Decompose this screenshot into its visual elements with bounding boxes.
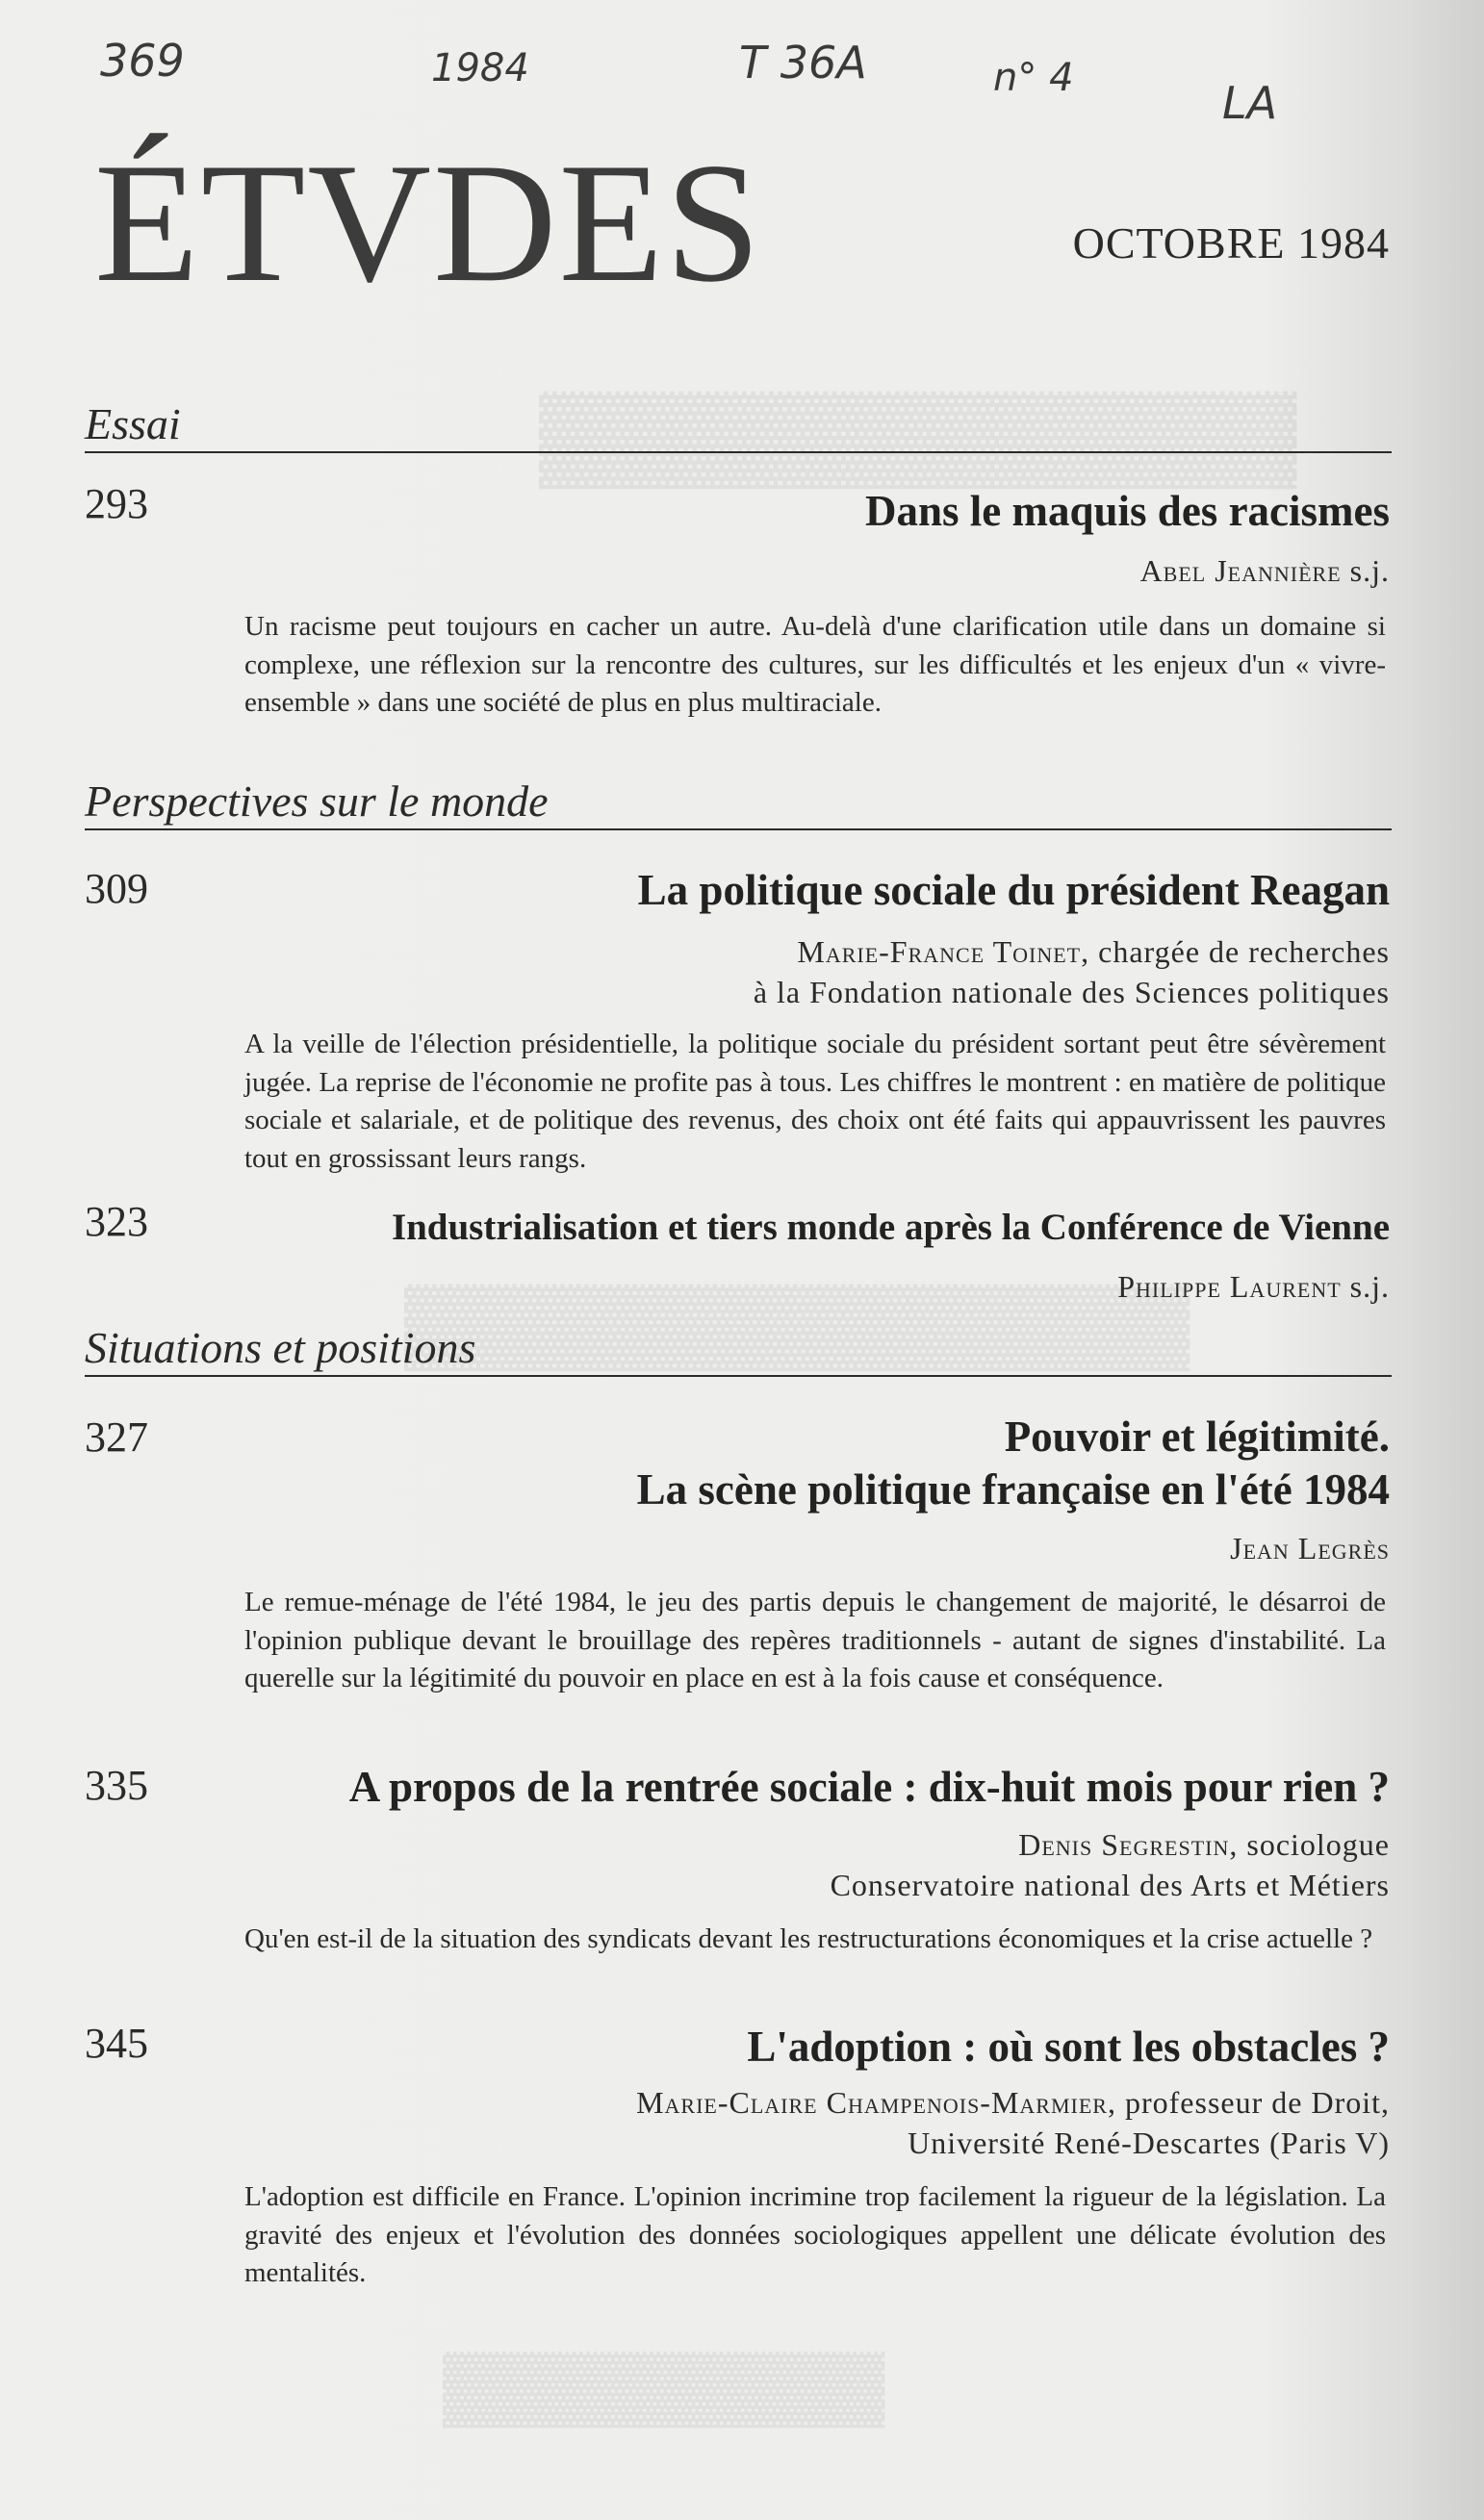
article-author [1140,550,1390,591]
author-suffix: , sociologue [1229,1827,1390,1862]
author-suffix: , professeur de Droit, [1107,2085,1390,2120]
article-abstract: L'adoption est difficile en France. L'opinion incrimine trop facilement la rigueur de la législation. La gravité des enjeux et l'évolution des données sociologiques appellent une délicate évolution des mentalités. [244,2181,1386,2289]
section-heading: Essai [85,400,1392,453]
page-number: 345 [85,2020,148,2067]
article-abstract: A la veille de l'élection présidentielle, la politique sociale du président sortant peut être sévèrement jugée. La reprise de l'économie ne profite pas à tous. Les chiffres le montrent : en matière de politique sociale et salariale, et de politique des revenus, des choix ont été faits qui appauvrissent les pauvres tout en grossissant leurs rangs. [244,1029,1386,1175]
author-name: Denis Segrestin [1018,1827,1230,1862]
page-number: 323 [85,1198,148,1245]
handwritten-note: LA [1222,77,1278,129]
author-name: Jean Legrès [1230,1531,1390,1565]
article-author [754,931,1390,1012]
article-title: A propos de la rentrée sociale : dix-huit mois pour rien ? [348,1763,1390,1811]
article-abstract: Qu'en est-il de la situation des syndicats devant les restructurations économiques et la crise actuelle ? [244,1923,1373,1954]
section-heading: Situations et positions [85,1324,1392,1377]
article-title [637,1411,1390,1516]
show-through-decoration: ▓▓▓▓▓▓▓▓▓▓▓▓▓▓ [404,1281,1190,1365]
section-heading: Perspectives sur le monde [85,777,1392,830]
article-title-line: Pouvoir et légitimité. [1004,1413,1390,1461]
article-author [636,2082,1390,2163]
article-title: La politique sociale du président Reagan [637,866,1390,914]
article-author [1230,1528,1390,1568]
page-number: 335 [85,1762,148,1809]
show-through-decoration: ▓▓▓▓▓▓▓▓▓▓▓▓ [539,387,1297,482]
handwritten-note: 369 [100,35,185,87]
author-affiliation: Université René-Descartes (Paris V) [908,2125,1390,2161]
page-number: 309 [85,865,148,912]
article-title: L'adoption : où sont les obstacles ? [747,2023,1390,2071]
page-number: 293 [85,480,148,527]
journal-title: ÉTVDES [94,127,763,318]
show-through-decoration: ▓▓▓▓▓▓▓▓▓ [443,2349,885,2423]
article-abstract: Le remue-ménage de l'été 1984, le jeu des partis depuis le changement de majorité, le désarroi de l'opinion publique devant le brouillage des repères traditionnels - autant de signes d'instabilité. La querelle sur la légitimité du pouvoir en place en est à la fois cause et conséquence. [244,1587,1386,1694]
handwritten-note: n° 4 [993,56,1074,100]
article-author [831,1824,1390,1905]
handwritten-note: 1984 [431,46,529,90]
article-author [1117,1266,1390,1307]
author-suffix: s.j. [1341,553,1390,588]
article-title-line: La scène politique française en l'été 1984 [636,1464,1390,1514]
author-suffix: , chargée de recherches [1081,934,1390,969]
article-title: Dans le maquis des racismes [864,487,1390,535]
author-name: Philippe Laurent [1117,1269,1342,1304]
author-suffix: s.j. [1341,1269,1390,1304]
author-affiliation: à la Fondation nationale des Sciences politiques [753,975,1390,1010]
page-number: 327 [85,1413,148,1461]
author-name: Abel Jeannière [1139,553,1342,588]
author-name: Marie-France Toinet [797,934,1082,969]
author-name: Marie-Claire Champenois-Marmier [636,2085,1108,2120]
issue-date: OCTOBRE 1984 [1072,218,1390,267]
article-abstract: Un racisme peut toujours en cacher un autre. Au-delà d'une clarification utile dans un domaine si complexe, une réflexion sur la rencontre des cultures, sur les difficultés et les enjeux d'un « vivre-ensemble » dans une société de plus en plus multiraciale. [244,611,1386,719]
article-title: Industrialisation et tiers monde après la Conférence de Vienne [391,1207,1390,1248]
author-affiliation: Conservatoire national des Arts et Métiers [830,1868,1390,1903]
handwritten-note: T 36A [739,37,867,89]
